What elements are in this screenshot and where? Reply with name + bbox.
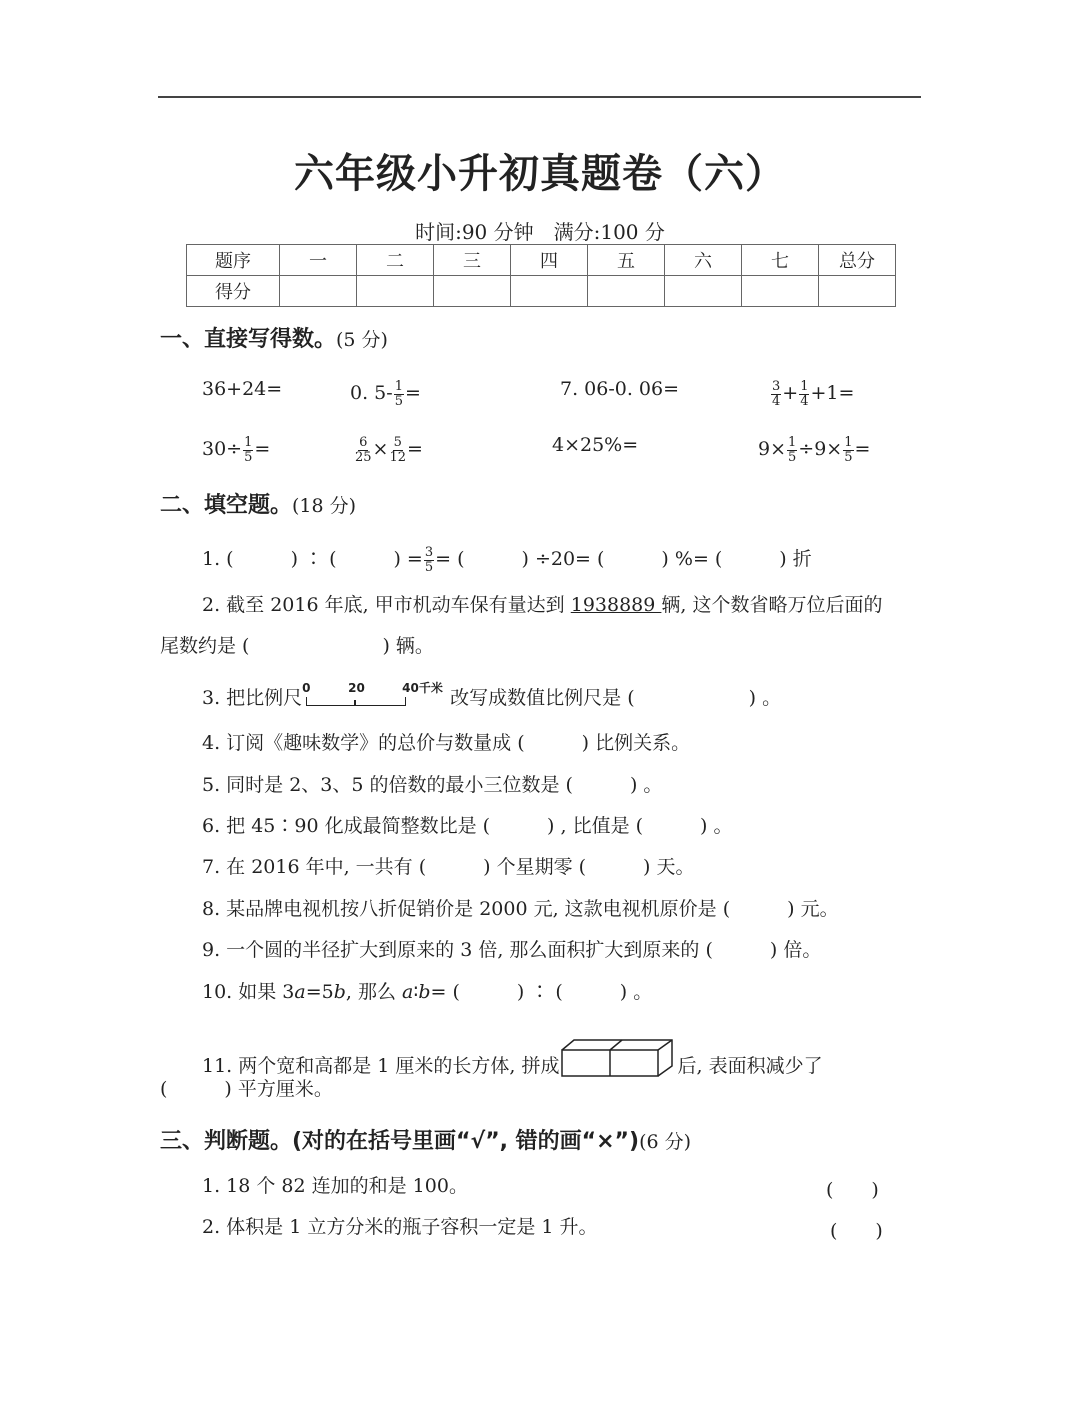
denominator: 4 (800, 393, 809, 409)
fill-q2 (202, 596, 883, 615)
table-header-cell: 三 (434, 245, 511, 276)
calc-item (770, 380, 854, 408)
expr-text: = (404, 382, 421, 405)
judge-q2: 2. 体积是 1 立方分米的瓶子容积一定是 1 升。 (202, 1216, 598, 1238)
numerator: 1 (844, 435, 853, 450)
calc-item (350, 380, 421, 408)
fraction (771, 380, 781, 408)
fraction (424, 546, 434, 574)
score-cell (742, 276, 819, 307)
section-heading: 一、直接写得数。 (160, 327, 337, 352)
numerator: 1 (788, 435, 797, 450)
q-text: , 那么 (345, 981, 403, 1003)
section-heading: 三、判断题。(对的在括号里画“√”, 错的画“×”) (160, 1129, 640, 1154)
score-cell (588, 276, 665, 307)
expr-text: = (407, 438, 423, 461)
expr-text: × (372, 438, 389, 461)
cuboids-icon (560, 1038, 678, 1078)
section2-title (160, 488, 356, 519)
scale-label: 40千米 (402, 681, 443, 695)
expr-text: 30÷ (202, 438, 243, 461)
fraction (389, 436, 406, 464)
score-cell (511, 276, 588, 307)
calc-item (202, 380, 282, 399)
q-text: = ( ) ÷20= ( ) %= ( ) 折 (435, 548, 812, 571)
expr-text: + (782, 382, 799, 405)
q-text: 1. ( ) ∶ ( ) = (202, 548, 423, 571)
row-label: 得分 (187, 276, 280, 307)
fraction (787, 436, 797, 464)
scale-tick (354, 700, 356, 706)
answer-paren: ( ) (830, 1220, 883, 1242)
fill-q5: 5. 同时是 2、3、5 的倍数的最小三位数是 ( ) 。 (202, 774, 663, 796)
denominator: 5 (844, 449, 853, 465)
variable: a (294, 981, 306, 1003)
fill-q7: 7. 在 2016 年中, 一共有 ( ) 个星期零 ( ) 天。 (202, 856, 695, 878)
numerator: 1 (800, 379, 809, 394)
q-text: = ( ) ∶ ( ) 。 (430, 981, 653, 1003)
fraction (355, 436, 372, 464)
expr-text: 9× (758, 438, 787, 461)
q-text: 3. 把比例尺 (202, 687, 303, 709)
judge-q1: 1. 18 个 82 连加的和是 100。 (202, 1175, 468, 1197)
fraction (843, 436, 853, 464)
fill-q2-cont: 尾数约是 ( ) 辆。 (160, 635, 434, 657)
variable: b (418, 981, 431, 1003)
expr-text: = (254, 438, 271, 461)
score-cell (819, 276, 896, 307)
section-heading: 二、填空题。 (160, 493, 293, 518)
expr-text: ÷9× (798, 438, 843, 461)
fill-q9: 9. 一个圆的半径扩大到原来的 3 倍, 那么面积扩大到原来的 ( ) 倍。 (202, 939, 822, 961)
expr-text: 7. 06-0. 06= (560, 378, 680, 400)
header-rule (158, 96, 921, 98)
fill-q10 (202, 983, 652, 1002)
table-header-cell: 题序 (187, 245, 280, 276)
scale-bar-icon (302, 681, 450, 708)
numerator: 5 (393, 435, 402, 450)
numerator: 3 (772, 379, 781, 394)
variable: b (333, 981, 346, 1003)
denominator: 5 (424, 559, 434, 575)
scale-line (306, 697, 406, 706)
numerator: 3 (424, 545, 434, 560)
numerator: 1 (394, 379, 403, 394)
score-table-header (187, 245, 896, 276)
calc-item (758, 436, 870, 464)
fill-q3 (202, 681, 782, 709)
table-header-cell: 总分 (819, 245, 896, 276)
scale-label: 20 (348, 681, 365, 695)
q-text: 10. 如果 3 (202, 981, 295, 1003)
denominator: 25 (355, 449, 372, 465)
score-cell (665, 276, 742, 307)
fill-q6: 6. 把 45∶90 化成最简整数比是 ( ) , 比值是 ( ) 。 (202, 815, 733, 837)
expr-text: 0. 5- (350, 382, 393, 405)
score-cell (434, 276, 511, 307)
denominator: 5 (788, 449, 797, 465)
denominator: 4 (772, 393, 781, 409)
fraction (394, 380, 404, 408)
exam-info: 时间:90 分钟 满分:100 分 (415, 220, 665, 244)
scale-label: 0 (302, 681, 311, 695)
q-text: 11. 两个宽和高都是 1 厘米的长方体, 拼成 (202, 1055, 560, 1077)
q-text: 辆, 这个数省略万位后面的 (661, 594, 883, 616)
variable: a (402, 981, 414, 1003)
expr-text: 36+24= (202, 378, 283, 400)
fill-q1 (202, 546, 812, 574)
q-text: =5 (305, 981, 334, 1003)
denominator: 12 (389, 449, 407, 465)
calc-item (552, 436, 638, 455)
section-points: (18 分) (292, 495, 357, 517)
expr-text: = (854, 438, 871, 461)
expr-text: 4×25%= (552, 434, 639, 456)
score-table-row (187, 276, 896, 307)
section1-title (160, 322, 388, 353)
q-text: 2. 截至 2016 年底, 甲市机动车保有量达到 (202, 594, 571, 616)
q-text: 改写成数值比例尺是 ( ) 。 (450, 687, 782, 709)
calc-item (202, 436, 270, 464)
calc-item (560, 380, 679, 399)
section-points: (6 分) (639, 1131, 692, 1153)
section3-title (160, 1124, 691, 1155)
expr-text: +1= (810, 382, 855, 405)
fill-q11 (202, 1038, 823, 1078)
table-header-cell: 六 (665, 245, 742, 276)
score-cell (280, 276, 357, 307)
underlined-number: 1938889 (570, 594, 662, 616)
calc-item (354, 436, 423, 464)
page-title: 六年级小升初真题卷（六） (294, 151, 786, 197)
numerator: 1 (244, 435, 253, 450)
table-header-cell: 二 (357, 245, 434, 276)
score-cell (357, 276, 434, 307)
fill-q8: 8. 某品牌电视机按八折促销价是 2000 元, 这款电视机原价是 ( ) 元。 (202, 898, 839, 920)
denominator: 5 (394, 393, 403, 409)
fraction (799, 380, 809, 408)
fraction (243, 436, 253, 464)
denominator: 5 (244, 449, 253, 465)
fill-q11-cont: ( ) 平方厘米。 (160, 1078, 333, 1100)
table-header-cell: 五 (588, 245, 665, 276)
table-header-cell: 四 (511, 245, 588, 276)
numerator: 6 (359, 435, 368, 450)
section-points: (5 分) (336, 329, 388, 351)
fill-q4: 4. 订阅《趣味数学》的总价与数量成 ( ) 比例关系。 (202, 732, 691, 754)
table-header-cell: 七 (742, 245, 819, 276)
table-header-cell: 一 (280, 245, 357, 276)
score-table (186, 244, 896, 307)
q-text: 后, 表面积减少了 (677, 1055, 823, 1077)
q-text: ∶ (413, 981, 419, 1003)
answer-paren: ( ) (826, 1179, 879, 1201)
